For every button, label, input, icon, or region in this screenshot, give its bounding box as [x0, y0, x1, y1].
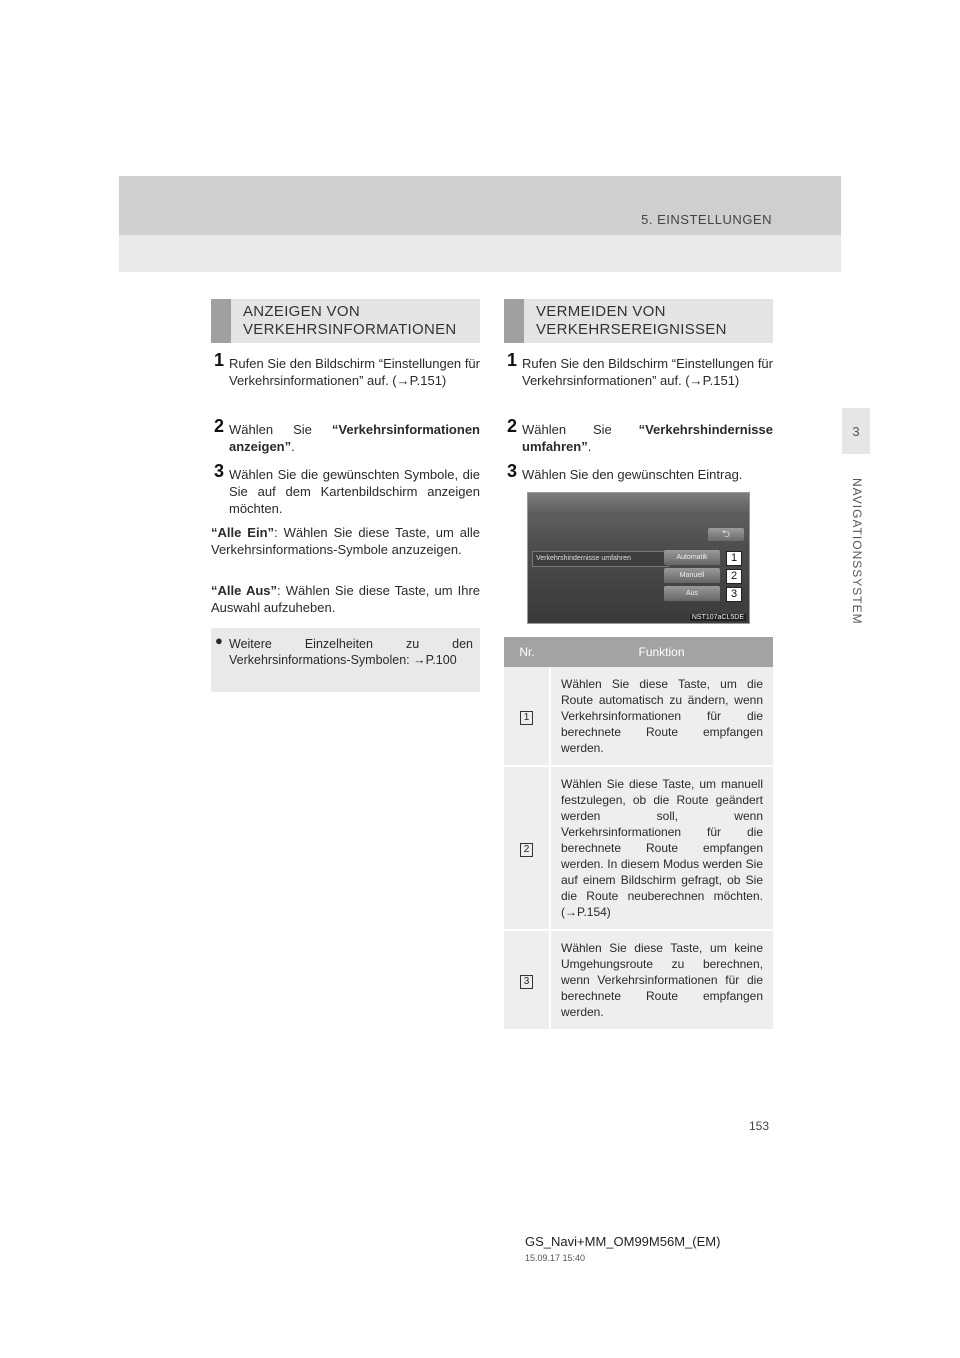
callout-number-3: 3: [726, 587, 742, 602]
option-automatik-button[interactable]: Automatik: [664, 550, 720, 565]
option-manuell-button[interactable]: Manuell: [664, 568, 720, 583]
heading-bar: [211, 299, 231, 343]
screenshot-caption: NST107aCL5DE: [691, 614, 744, 621]
table-row: [504, 766, 773, 930]
number-box-icon: 2: [520, 843, 533, 857]
column-header-nr: Nr.: [504, 637, 550, 667]
left-step-1: 1 Rufen Sie den Bildschirm “Einstellungen für Verkehrsinformationen” auf. (→P.151): [214, 350, 480, 388]
bullet-icon: ●: [215, 633, 223, 648]
left-paragraph-alle-aus: “Alle Aus”: Wählen Sie diese Taste, um Ihre Auswahl aufzuheben.: [211, 583, 481, 615]
callout-number-2: 2: [726, 569, 742, 584]
left-step-2: 2 Wählen Sie “Verkehrsinformationen anzeigen”.: [214, 416, 480, 454]
heading-text: VERMEIDEN VON VERKEHRSEREIGNISSEN: [536, 303, 727, 338]
document-code: GS_Navi+MM_OM99M56M_(EM): [525, 1234, 721, 1249]
right-step-3: 3 Wählen Sie den gewünschten Eintrag.: [507, 461, 743, 482]
section-heading-left: [211, 299, 480, 343]
right-step-2: 2 Wählen Sie “Verkehrshindernisse umfahren”.: [507, 416, 773, 454]
heading-bar: [504, 299, 524, 343]
chapter-tab-number: 3: [842, 408, 870, 454]
callout-number-1: 1: [726, 551, 742, 566]
number-box-icon: 3: [520, 975, 533, 989]
document-date: 15.09.17 15:40: [525, 1253, 586, 1263]
table-row: [504, 667, 773, 766]
row-function-cell: Wählen Sie diese Taste, um keine Umgehungsroute zu berechnen, wenn Verkehrsinformationen für die berechnete Route empfangen werden.: [550, 930, 773, 1030]
chapter-title: 5. EINSTELLUNGEN: [641, 212, 772, 227]
row-number-cell: [504, 930, 550, 1030]
heading-text: ANZEIGEN VON VERKEHRSINFORMATIONEN: [243, 303, 457, 338]
right-step-1: 1 Rufen Sie den Bildschirm “Einstellungen für Verkehrsinformationen” auf. (→P.151): [507, 350, 773, 388]
table-row: [504, 930, 773, 1030]
back-icon[interactable]: ⮌: [708, 528, 744, 541]
row-function-cell: Wählen Sie diese Taste, um die Route automatisch zu ändern, wenn Verkehrsinformationen für die berechnete Route empfangen werden.: [550, 667, 773, 766]
row-number-cell: [504, 667, 550, 766]
row-function-cell: Wählen Sie diese Taste, um manuell festzulegen, ob die Route geändert werden soll, wenn Verkehrsinformationen für die berechnete Route empfangen werden. In diesem Modus werden Sie auf einem Bildschirm gefragt, ob Sie die Route neuberechnen möchten. (→P.154): [550, 766, 773, 930]
chapter-tab-label: NAVIGATIONSSYSTEM: [850, 478, 864, 625]
function-table: [504, 637, 773, 1031]
note-text: Weitere Einzelheiten zu den Verkehrsinformations-Symbolen: →P.100: [229, 637, 473, 667]
left-step-3: 3 Wählen Sie die gewünschten Symbole, die Sie auf dem Kartenbildschirm anzeigen möchten.: [214, 461, 480, 516]
row-number-cell: [504, 766, 550, 930]
screen-topbar: [528, 493, 749, 515]
option-aus-button[interactable]: Aus: [664, 586, 720, 601]
screen-row-label: Verkehrshindernisse umfahren: [532, 551, 669, 567]
column-header-funktion: Funktion: [550, 637, 773, 667]
screen-screenshot: [527, 492, 750, 624]
page-number: 153: [749, 1119, 770, 1133]
left-paragraph-alle-ein: “Alle Ein”: Wählen Sie diese Taste, um alle Verkehrsinformations-Symbole anzuzeigen.: [211, 525, 480, 557]
section-heading-right: [504, 299, 773, 343]
table-header-row: [504, 637, 773, 667]
number-box-icon: 1: [520, 711, 533, 725]
